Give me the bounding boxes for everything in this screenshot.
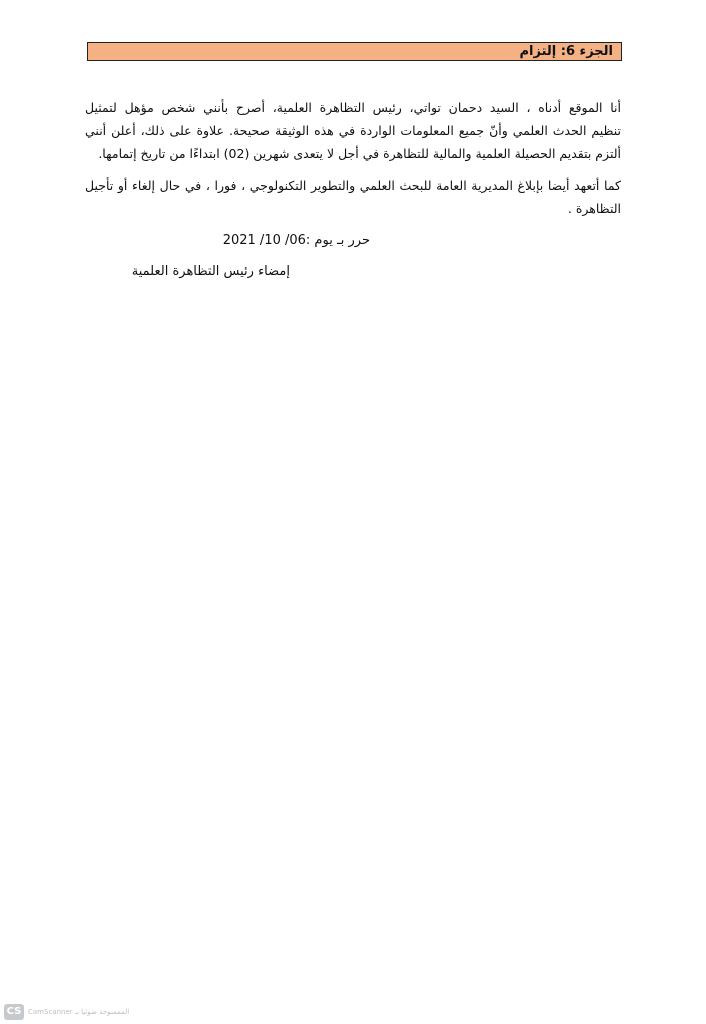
camscanner-logo-icon: CS [4,1004,24,1020]
notification-paragraph [85,174,621,220]
paragraph-line: كما أتعهد أيضا بإبلاغ المديرية العامة للبحث العلمي والتطوير التكنولوجي ، فورا ، في حال إلغاء أو تأجيل [85,178,621,193]
commitment-paragraph [85,96,621,165]
signature-label: إمضاء رئيس التظاهرة العلمية [131,264,290,279]
paragraph-line: التظاهرة . [567,201,621,216]
watermark-text: الممسوحة ضوئيا بـ CamScanner [28,1008,130,1016]
section-title: الجزء 6: إلتزام [87,42,622,61]
paragraph-line: ألتزم بتقديم الحصيلة العلمية والمالية للتظاهرة في أجل لا يتعدى شهرين (02) ابتداءًا من تاريخ إتمامها. [98,146,621,161]
camscanner-watermark [4,1003,129,1021]
paragraph-line: أنا الموقع أدناه ، السيد دحمان تواتي، رئيس التظاهرة العلمية، أصرح بأنني شخص مؤهل لتمثيل [85,100,621,115]
paragraph-line: تنظيم الحدث العلمي وأنّ جميع المعلومات الواردة في هذه الوثيقة صحيحة. علاوة على ذلك، أعلن أنني [85,123,621,138]
date-line: حرر بـ يوم :06/ 10/ 2021 [222,233,370,248]
